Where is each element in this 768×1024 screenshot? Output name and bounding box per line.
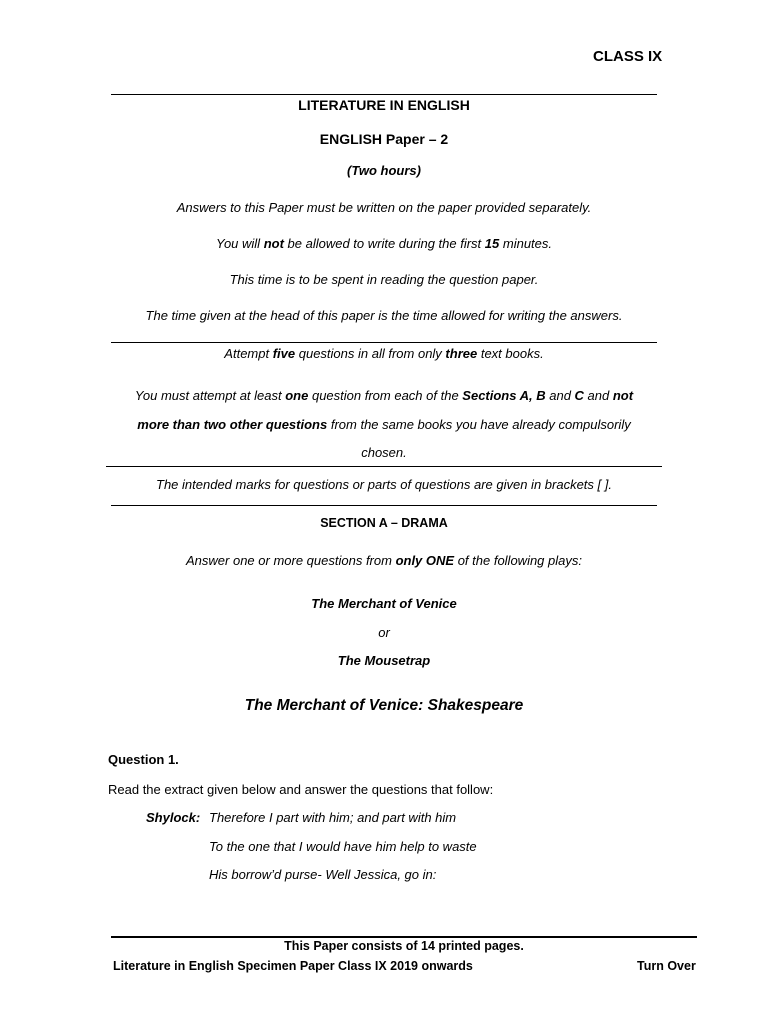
class-label: CLASS IX xyxy=(593,48,663,65)
play-heading: The Merchant of Venice: Shakespeare xyxy=(244,697,524,714)
instruction-reading-time: You will not be allowed to write during the first 15 minutes. xyxy=(215,236,553,251)
play-option-mousetrap: The Mousetrap xyxy=(337,653,431,668)
extract-speaker: Shylock: xyxy=(146,810,201,825)
marks-top-rule xyxy=(106,466,662,467)
header-rule xyxy=(111,94,657,95)
extract-line: Therefore I part with him; and part with him xyxy=(209,810,457,825)
duration: (Two hours) xyxy=(347,163,421,178)
question-label: Question 1. xyxy=(108,752,179,767)
instruction-sections: You must attempt at least one question from each of the Sections A, B and C and not more than two other questions from the same books you have already compulsorily chosen. xyxy=(134,388,634,460)
footer-rule xyxy=(111,936,697,938)
section-instruction: Answer one or more questions from only ONE of the following plays: xyxy=(186,553,582,568)
instruction-reading-purpose: This time is to be spent in reading the question paper. xyxy=(229,272,539,287)
instruction-attempt: Attempt five questions in all from only three text books. xyxy=(224,346,544,361)
instruction-marks: The intended marks for questions or parts of questions are given in brackets [ ]. xyxy=(156,477,612,492)
play-option-or: or xyxy=(378,625,390,640)
footer-turn-over: Turn Over xyxy=(637,959,696,973)
instruction-answers: Answers to this Paper must be written on the paper provided separately. xyxy=(176,200,592,215)
play-option-merchant: The Merchant of Venice xyxy=(311,596,457,611)
extract-line: To the one that I would have him help to waste xyxy=(209,839,477,854)
instruction-writing-time: The time given at the head of this paper is the time allowed for writing the answers. xyxy=(145,308,623,323)
extract-line: His borrow’d purse- Well Jessica, go in: xyxy=(209,867,437,882)
footer-page-count: This Paper consists of 14 printed pages. xyxy=(284,939,524,953)
question-prompt: Read the extract given below and answer the questions that follow: xyxy=(108,782,494,797)
instructions-rule xyxy=(111,342,657,343)
marks-bottom-rule xyxy=(111,505,657,506)
subject-title: LITERATURE IN ENGLISH xyxy=(298,97,470,113)
section-heading: SECTION A – DRAMA xyxy=(320,516,448,530)
paper-title: ENGLISH Paper – 2 xyxy=(319,131,449,147)
footer-specimen: Literature in English Specimen Paper Class IX 2019 onwards xyxy=(113,959,473,973)
